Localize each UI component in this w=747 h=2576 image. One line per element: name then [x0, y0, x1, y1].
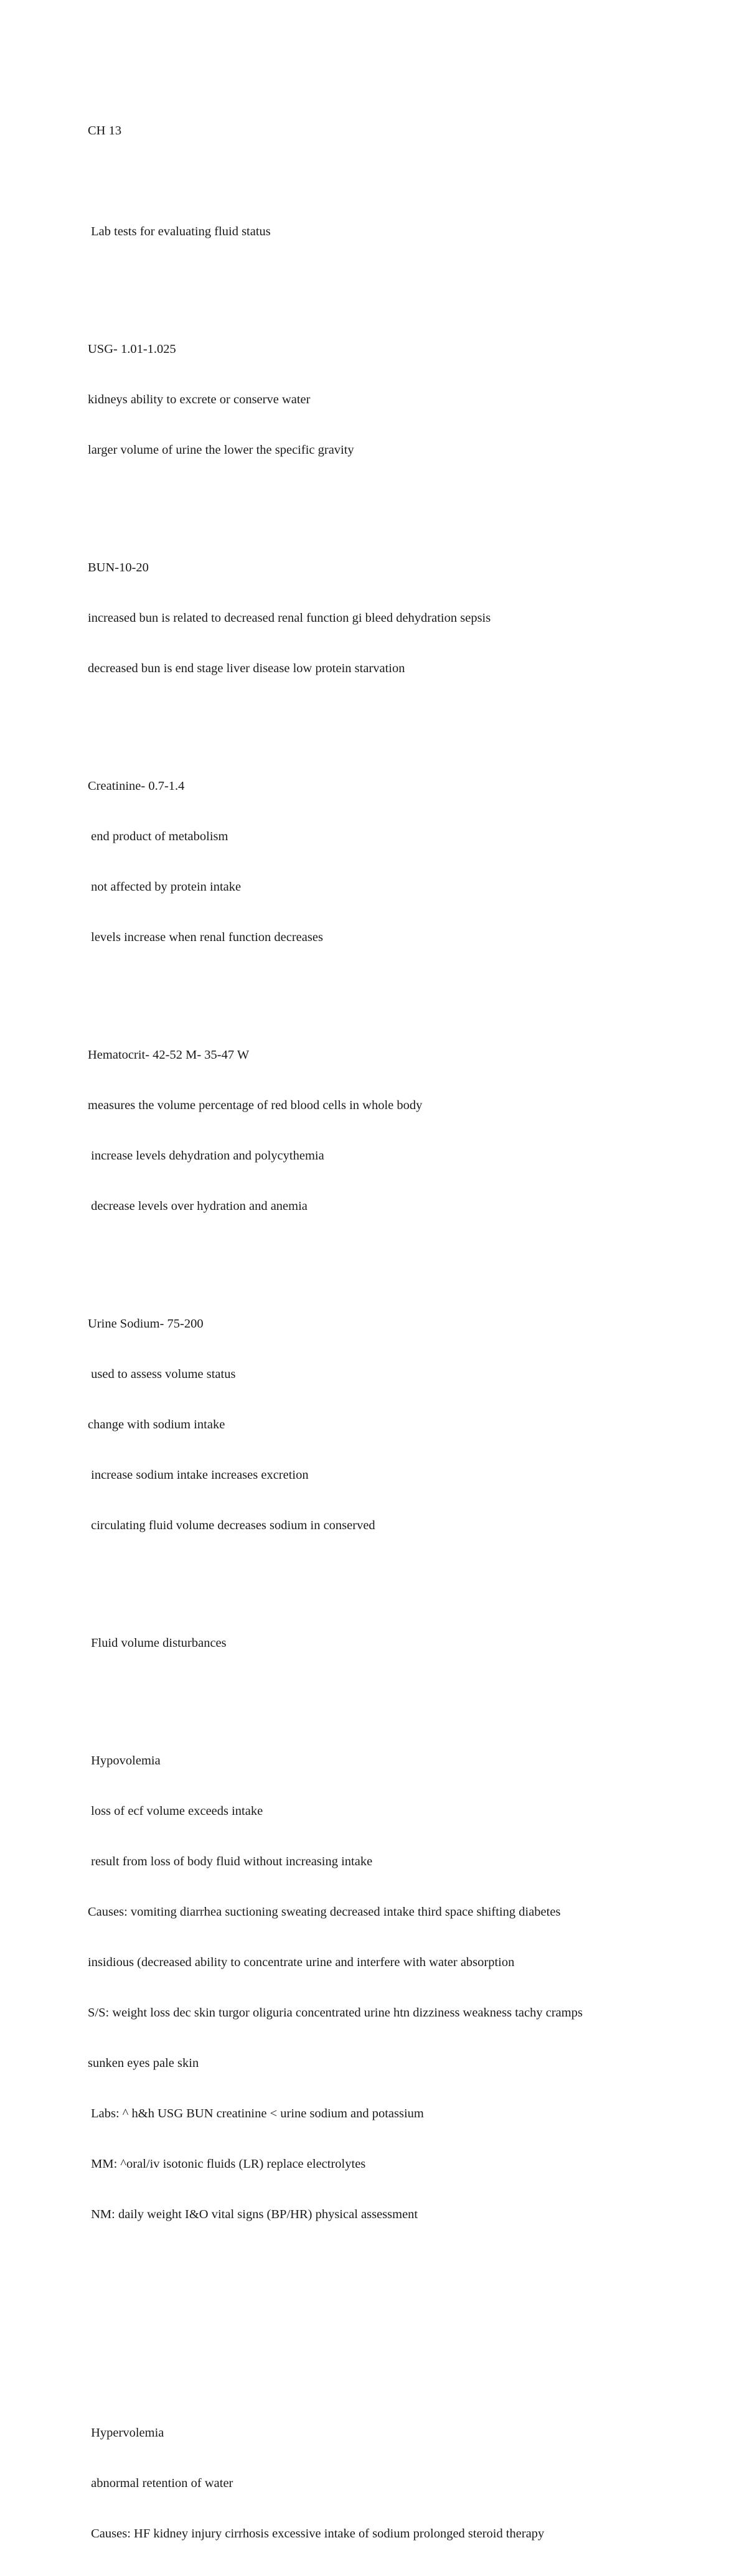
hypervolemia-line: Causes: HF kidney injury cirrhosis excessive intake of sodium prolonged steroid therapy	[88, 2527, 545, 2541]
bun-heading: BUN-10-20	[88, 561, 149, 574]
spacer	[88, 980, 710, 996]
spacer	[88, 1685, 710, 1702]
spacer	[88, 711, 710, 728]
urine-sodium-line: change with sodium intake	[88, 1418, 225, 1431]
hypovolemia-line: Causes: vomiting diarrhea suctioning sweating decreased intake third space shifting diabetes	[88, 1905, 561, 1919]
spacer	[88, 173, 710, 190]
hypovolemia-line: MM: ^oral/iv isotonic fluids (LR) replace electrolytes	[88, 2157, 366, 2171]
urine-sodium-line: used to assess volume status	[88, 1367, 236, 1381]
hypervolemia-heading: Hypervolemia	[88, 2426, 164, 2440]
hematocrit-line: increase levels dehydration and polycythemia	[88, 1149, 324, 1163]
spacer	[88, 2307, 710, 2324]
usg-heading: USG- 1.01-1.025	[88, 342, 176, 356]
hematocrit-line: measures the volume percentage of red blood cells in whole body	[88, 1098, 423, 1112]
urine-sodium-heading: Urine Sodium- 75-200	[88, 1317, 204, 1331]
creatinine-line: levels increase when renal function decreases	[88, 930, 323, 944]
urine-sodium-line: circulating fluid volume decreases sodium in conserved	[88, 1519, 375, 1532]
hematocrit-line: decrease levels over hydration and anemia	[88, 1199, 308, 1213]
spacer	[88, 274, 710, 291]
section-heading-fluid-volume: Fluid volume disturbances	[88, 1636, 227, 1650]
document-title: CH 13	[88, 124, 122, 138]
hematocrit-heading: Hematocrit- 42-52 M- 35-47 W	[88, 1048, 250, 1062]
bun-line: increased bun is related to decreased renal function gi bleed dehydration sepsis	[88, 611, 491, 625]
hypovolemia-line: result from loss of body fluid without increasing intake	[88, 1855, 373, 1868]
bun-line: decreased bun is end stage liver disease low protein starvation	[88, 662, 405, 675]
hypovolemia-line: Labs: ^ h&h USG BUN creatinine < urine sodium and potassium	[88, 2107, 424, 2120]
spacer	[88, 1248, 710, 1265]
hypovolemia-line: S/S: weight loss dec skin turgor oliguria concentrated urine htn dizziness weakness tachy cramps	[88, 2006, 583, 2020]
hypovolemia-line: NM: daily weight I&O vital signs (BP/HR) physical assessment	[88, 2208, 418, 2221]
spacer	[88, 2257, 710, 2274]
creatinine-line: not affected by protein intake	[88, 880, 242, 894]
hypovolemia-heading: Hypovolemia	[88, 1754, 161, 1768]
hypovolemia-line: insidious (decreased ability to concentrate urine and interfere with water absorption	[88, 1955, 515, 1969]
hypervolemia-line: abnormal retention of water	[88, 2476, 233, 2490]
creatinine-heading: Creatinine- 0.7-1.4	[88, 779, 185, 793]
hypovolemia-line: sunken eyes pale skin	[88, 2056, 199, 2070]
document-body	[88, 89, 710, 2576]
spacer	[88, 2358, 710, 2374]
urine-sodium-line: increase sodium intake increases excretion	[88, 1468, 309, 1482]
usg-line: kidneys ability to excrete or conserve water	[88, 393, 311, 406]
creatinine-line: end product of metabolism	[88, 830, 228, 843]
spacer	[88, 1568, 710, 1585]
spacer	[88, 492, 710, 509]
section-heading-lab-tests: Lab tests for evaluating fluid status	[88, 225, 271, 238]
hypovolemia-line: loss of ecf volume exceeds intake	[88, 1804, 263, 1818]
usg-line: larger volume of urine the lower the specific gravity	[88, 443, 354, 457]
